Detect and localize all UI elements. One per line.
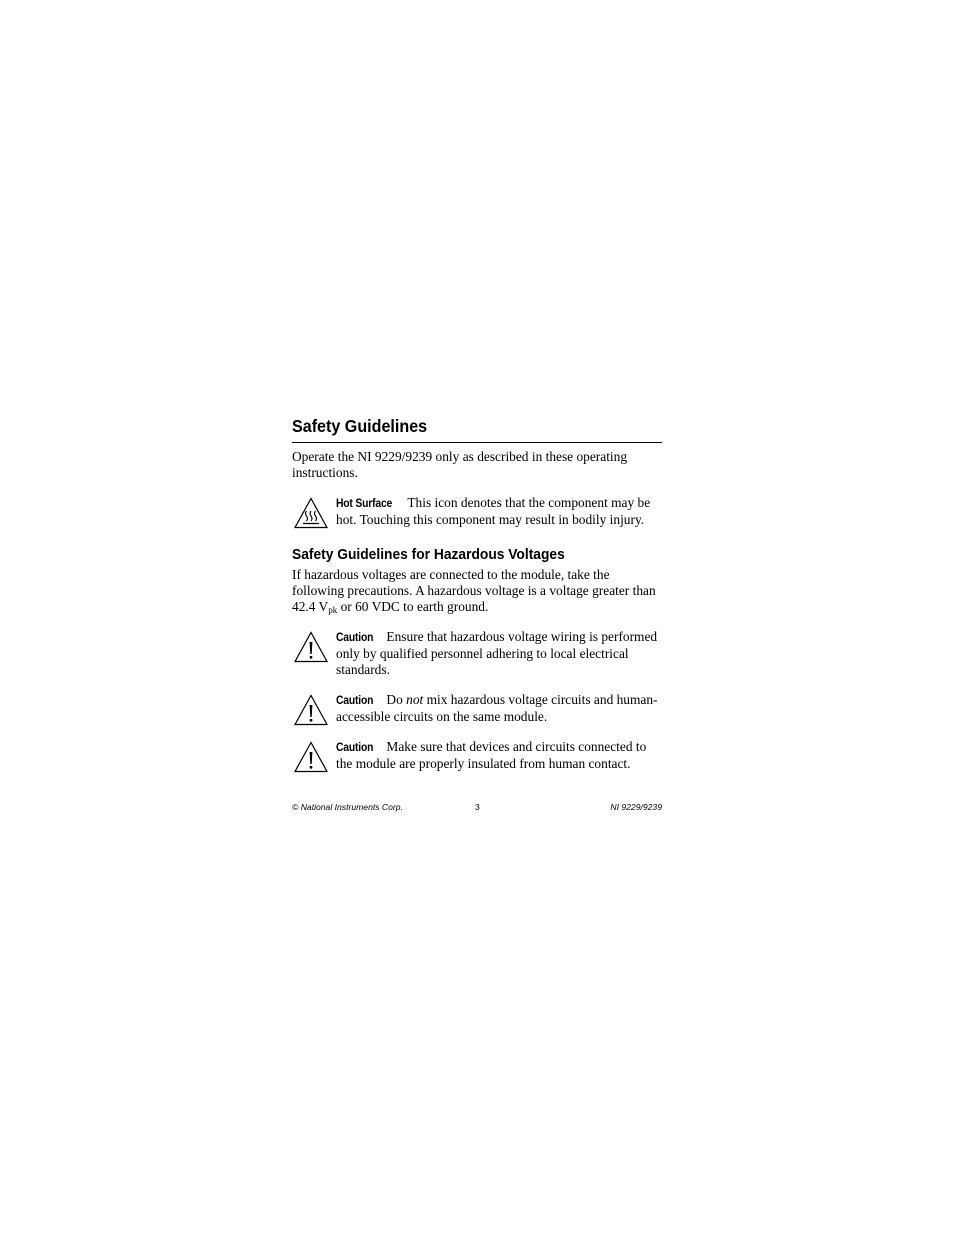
caution-text-block-3 xyxy=(336,739,662,772)
intro-paragraph: Operate the NI 9229/9239 only as described in these operating instructions. xyxy=(292,449,628,480)
emphasis-not: not xyxy=(406,692,424,707)
caution-text: Do xyxy=(386,692,407,707)
hazardous-intro-paragraph xyxy=(292,567,662,615)
caution-text: Make sure that devices and circuits connected to the module are properly insulated from human contact. xyxy=(336,739,647,771)
hot-surface-text: This icon denotes that the component may be hot. Touching this component may result in bodily injury. xyxy=(336,495,651,527)
hot-surface-text-block xyxy=(336,495,662,528)
vpk-subscript: pk xyxy=(328,605,338,615)
caution-label: Caution xyxy=(336,742,374,754)
footer-page-number: 3 xyxy=(475,802,480,812)
caution-icon xyxy=(293,741,329,773)
caution-notice-3 xyxy=(292,739,662,773)
caution-text-block-2 xyxy=(336,692,662,725)
page-content xyxy=(292,414,662,773)
hot-surface-icon xyxy=(293,497,329,529)
hot-surface-notice xyxy=(292,495,662,529)
caution-label: Caution xyxy=(336,632,374,644)
caution-label: Caution xyxy=(336,695,374,707)
caution-notice-1 xyxy=(292,629,662,678)
hazardous-intro-text: If hazardous voltages are connected to the module, take the following precautions. A hazardous voltage is a voltage greater than 42.4 V xyxy=(292,567,656,614)
caution-text-end: mix hazardous voltage circuits and human-accessible circuits on the same module. xyxy=(336,692,658,724)
footer-product-name: NI 9229/9239 xyxy=(610,802,662,812)
hazardous-voltages-title: Safety Guidelines for Hazardous Voltages xyxy=(292,546,565,563)
caution-icon xyxy=(293,694,329,726)
caution-text: Ensure that hazardous voltage wiring is performed only by qualified personnel adhering to local electrical standards. xyxy=(336,629,658,677)
caution-icon xyxy=(293,631,329,663)
hazardous-intro-text-end: or 60 VDC to earth ground. xyxy=(337,599,489,614)
section-title: Safety Guidelines xyxy=(292,416,428,436)
footer-copyright: © National Instruments Corp. xyxy=(292,802,403,812)
hot-surface-label: Hot Surface xyxy=(336,498,393,510)
page-footer xyxy=(292,802,662,816)
caution-notice-2 xyxy=(292,692,662,726)
title-rule xyxy=(292,442,662,443)
caution-text-block-1 xyxy=(336,629,662,678)
